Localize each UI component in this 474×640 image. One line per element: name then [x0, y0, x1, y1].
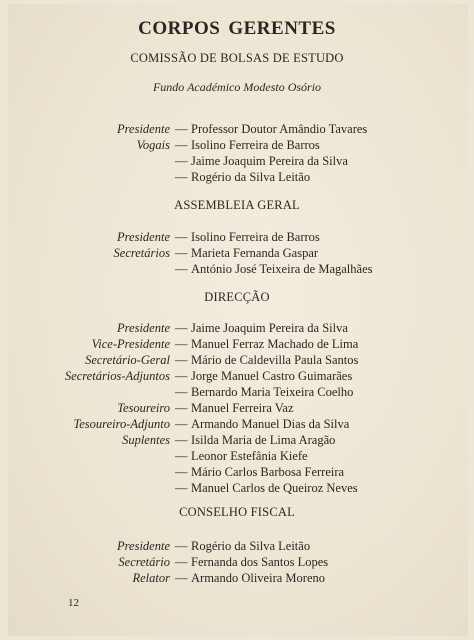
direction-row	[0, 432, 474, 448]
dash-separator: —	[175, 321, 188, 335]
page-title-part1: CORPOS	[138, 18, 221, 39]
dash-separator: —	[175, 369, 188, 383]
direction-row	[0, 352, 474, 368]
dash-separator: —	[175, 449, 188, 463]
dash-separator: —	[175, 571, 188, 585]
member-name: Marieta Fernanda Gaspar	[191, 246, 319, 260]
dash-separator: —	[175, 353, 188, 367]
direction-row	[0, 448, 474, 464]
role-label: Presidente	[117, 321, 170, 335]
commission-row	[0, 153, 474, 169]
dash-separator: —	[175, 246, 188, 260]
role-label: Relator	[132, 571, 170, 585]
dash-separator: —	[175, 122, 188, 136]
assembly-row	[0, 229, 474, 245]
member-name: Manuel Carlos de Queiroz Neves	[191, 481, 358, 495]
member-name: Rogério da Silva Leitão	[191, 170, 311, 184]
page-number: 12	[68, 597, 79, 609]
dash-separator: —	[175, 555, 188, 569]
fiscal-row	[0, 554, 474, 570]
fund-name: Fundo Académico Modesto Osório	[152, 80, 322, 94]
role-label: Tesoureiro-Adjunto	[73, 417, 170, 431]
commission-row	[0, 169, 474, 185]
role-label: Presidente	[117, 122, 170, 136]
member-name: Mário Carlos Barbosa Ferreira	[191, 465, 345, 479]
direction-row	[0, 400, 474, 416]
member-name: António José Teixeira de Magalhães	[191, 262, 373, 276]
dash-separator: —	[175, 262, 188, 276]
role-label: Secretário-Geral	[85, 353, 170, 367]
section-heading-fiscal: CONSELHO FISCAL	[179, 505, 295, 519]
member-name: Isolino Ferreira de Barros	[191, 138, 320, 152]
role-label: Vice-Presidente	[91, 337, 170, 351]
member-name: Jaime Joaquim Pereira da Silva	[191, 321, 348, 335]
dash-separator: —	[175, 481, 188, 495]
role-label: Secretários	[113, 246, 170, 260]
role-label: Suplentes	[122, 433, 170, 447]
member-name: Professor Doutor Amândio Tavares	[191, 122, 368, 136]
direction-row	[0, 480, 474, 496]
role-label: Presidente	[117, 230, 170, 244]
member-name: Bernardo Maria Teixeira Coelho	[191, 385, 354, 399]
direction-row	[0, 384, 474, 400]
section-heading-assembly: ASSEMBLEIA GERAL	[174, 198, 300, 212]
direction-row	[0, 464, 474, 480]
member-name: Jorge Manuel Castro Guimarães	[191, 369, 353, 383]
dash-separator: —	[175, 539, 188, 553]
section-heading-direction: DIRECÇÃO	[204, 290, 270, 304]
fiscal-row	[0, 538, 474, 554]
commission-row	[0, 121, 474, 137]
dash-separator: —	[175, 138, 188, 152]
member-name: Isilda Maria de Lima Aragão	[191, 433, 336, 447]
role-label: Secretário	[118, 555, 170, 569]
dash-separator: —	[175, 433, 188, 447]
role-label: Secretários-Adjuntos	[64, 369, 170, 383]
direction-row	[0, 368, 474, 384]
assembly-row	[0, 245, 474, 261]
dash-separator: —	[175, 417, 188, 431]
role-label: Vogais	[136, 138, 170, 152]
dash-separator: —	[175, 230, 188, 244]
commission-title: COMISSÃO DE BOLSAS DE ESTUDO	[130, 51, 344, 65]
member-name: Manuel Ferraz Machado de Lima	[191, 337, 359, 351]
member-name: Isolino Ferreira de Barros	[191, 230, 320, 244]
assembly-row	[0, 261, 474, 277]
member-name: Rogério da Silva Leitão	[191, 539, 311, 553]
member-name: Manuel Ferreira Vaz	[191, 401, 294, 415]
role-label: Presidente	[117, 539, 170, 553]
dash-separator: —	[175, 385, 188, 399]
role-label: Tesoureiro	[117, 401, 170, 415]
member-name: Armando Manuel Dias da Silva	[191, 417, 350, 431]
dash-separator: —	[175, 401, 188, 415]
direction-row	[0, 336, 474, 352]
member-name: Armando Oliveira Moreno	[191, 571, 325, 585]
member-name: Fernanda dos Santos Lopes	[191, 555, 329, 569]
dash-separator: —	[175, 465, 188, 479]
dash-separator: —	[175, 170, 188, 184]
page-title-part2: GERENTES	[228, 18, 336, 39]
direction-row	[0, 320, 474, 336]
direction-row	[0, 416, 474, 432]
member-name: Jaime Joaquim Pereira da Silva	[191, 154, 348, 168]
member-name: Leonor Estefânia Kiefe	[191, 449, 308, 463]
fiscal-row	[0, 570, 474, 586]
dash-separator: —	[175, 154, 188, 168]
member-name: Mário de Caldevilla Paula Santos	[191, 353, 359, 367]
dash-separator: —	[175, 337, 188, 351]
page-title	[0, 18, 474, 40]
commission-row	[0, 137, 474, 153]
